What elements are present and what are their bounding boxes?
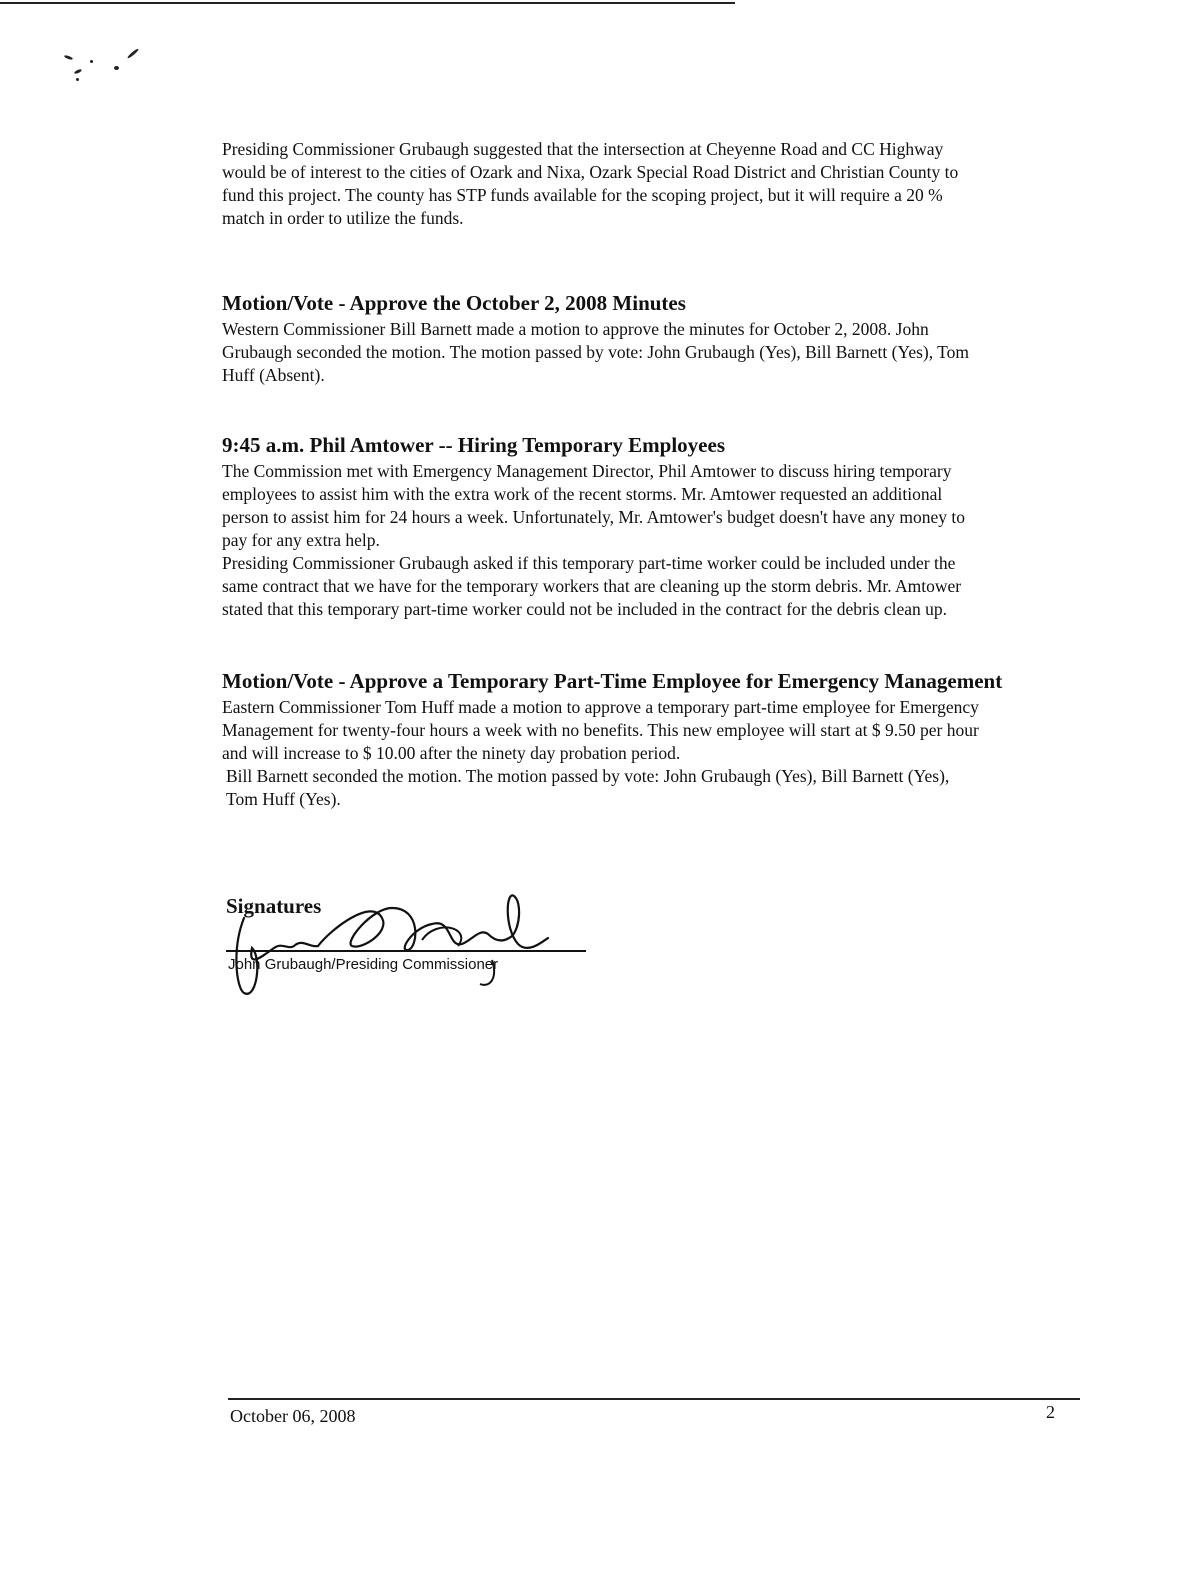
temp-employee-vote-heading: Motion/Vote - Approve a Temporary Part-Time Employee for Emergency Management xyxy=(222,669,1003,693)
top-edge-rule xyxy=(0,2,735,4)
hiring-paragraph-1: The Commission met with Emergency Management Director, Phil Amtower to discuss hiring temporary employees to assist him with the extra work of the recent storms. Mr. Amtower requested an additional person to assist him for 24 hours a week. Unfortunately, Mr. Amtower's budget doesn't have any money to pay for any extra help. xyxy=(222,461,965,550)
intro-paragraph: Presiding Commissioner Grubaugh suggested that the intersection at Cheyenne Road and CC Highway would be of interest to the cities of Ozark and Nixa, Ozark Special Road District and Christian County to fund this project. The county has STP funds available for the scoping project, but it will require a 20 % match in order to utilize the funds. xyxy=(222,139,959,228)
minutes-vote-paragraph: Western Commissioner Bill Barnett made a motion to approve the minutes for October 2, 2008. John Grubaugh seconded the motion. The motion passed by vote: John Grubaugh (Yes), Bill Barnett (Yes), Tom Huff (Absent). xyxy=(222,319,969,385)
signature-block xyxy=(222,888,602,1018)
page-number: 2 xyxy=(1046,1402,1055,1422)
footer-date: October 06, 2008 xyxy=(230,1406,356,1426)
minutes-vote-heading: Motion/Vote - Approve the October 2, 2008 Minutes xyxy=(222,291,686,315)
hiring-paragraph-2: Presiding Commissioner Grubaugh asked if this temporary part-time worker could be included under the same contract that we have for the temporary workers that are cleaning up the storm debris. Mr. Amtower stated that this temporary part-time worker could not be included in the contract for the debris clean up. xyxy=(222,553,962,619)
temp-employee-vote-paragraph-2: Bill Barnett seconded the motion. The motion passed by vote: John Grubaugh (Yes), Bill Barnett (Yes), Tom Huff (Yes). xyxy=(226,766,950,809)
minutes-vote-section xyxy=(222,288,969,387)
temp-employee-vote-paragraph-1: Eastern Commissioner Tom Huff made a motion to approve a temporary part-time employee for Emergency Management for twenty-four hours a week with no benefits. This new employee will start at $ 9.50 per hour and will increase to $ 10.00 after the ninety day probation period. xyxy=(222,697,979,763)
temp-employee-vote-section xyxy=(222,666,1062,811)
signer-name: John Grubaugh/Presiding Commissioner xyxy=(228,956,499,973)
footer-rule xyxy=(228,1398,1080,1400)
handwritten-signature xyxy=(222,888,602,1018)
hiring-section xyxy=(222,430,965,621)
scan-artifact-marks xyxy=(60,44,150,94)
intro-section xyxy=(222,138,958,230)
signatures-title: Signatures xyxy=(226,894,322,918)
hiring-heading: 9:45 a.m. Phil Amtower -- Hiring Temporary Employees xyxy=(222,433,725,457)
